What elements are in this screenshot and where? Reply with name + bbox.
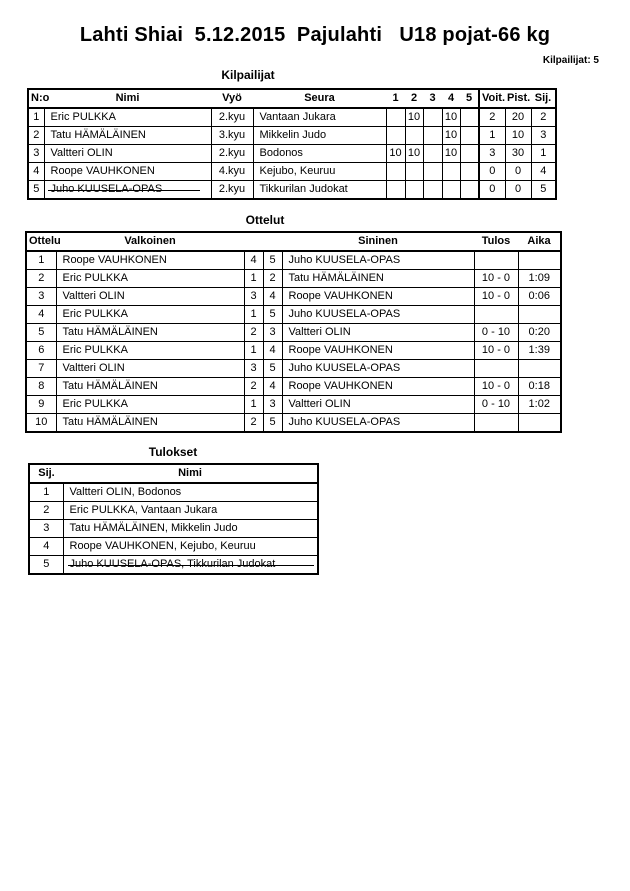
- white-number-cell: 2: [244, 414, 263, 433]
- white-number-cell: 1: [244, 342, 263, 360]
- round-cell: [460, 181, 479, 200]
- voit-cell: 3: [479, 145, 505, 163]
- white-number-cell: 1: [244, 270, 263, 288]
- ottelut-table: [25, 231, 562, 433]
- seura-cell: Tikkurilan Judokat: [253, 181, 386, 200]
- match-number-cell: 6: [26, 342, 56, 360]
- nimi-header: Nimi: [178, 467, 202, 479]
- voit-cell: 2: [479, 108, 505, 127]
- match-number-cell: 10: [26, 414, 56, 433]
- valkoinen-cell: Eric PULKKA: [56, 306, 244, 324]
- vyo-cell: 2.kyu: [211, 108, 253, 127]
- match-number-cell: 4: [26, 306, 56, 324]
- table-row: [26, 306, 561, 324]
- tulokset-table: [28, 463, 319, 575]
- round-cell: [423, 163, 442, 181]
- valkoinen-cell: Eric PULKKA: [56, 270, 244, 288]
- nimi-cell: Tatu HÄMÄLÄINEN, Mikkelin Judo: [63, 520, 318, 538]
- round-cell: [460, 145, 479, 163]
- no-cell: 2: [28, 127, 44, 145]
- pist-cell: 0: [505, 181, 531, 200]
- kilpailijat-header-row: [28, 89, 556, 108]
- tulos-cell: [474, 306, 518, 324]
- round-cell: [423, 108, 442, 127]
- round-header-2: 2: [410, 92, 418, 104]
- ottelu-header: Ottelu: [29, 235, 61, 247]
- nimi-cell: Eric PULKKA, Vantaan Jukara: [63, 502, 318, 520]
- table-row: [26, 324, 561, 342]
- vyo-cell: 3.kyu: [211, 127, 253, 145]
- white-number-cell: 3: [244, 360, 263, 378]
- nimi-cell: Juho KUUSELA-OPAS, Tikkurilan Judokat: [63, 556, 318, 575]
- seura-cell: Mikkelin Judo: [253, 127, 386, 145]
- nimi-cell: Eric PULKKA: [44, 108, 211, 127]
- valkoinen-header: Valkoinen: [124, 235, 176, 247]
- aika-header: Aika: [527, 235, 551, 247]
- table-row: [28, 163, 556, 181]
- pist-cell: 0: [505, 163, 531, 181]
- table-row: [26, 342, 561, 360]
- blue-number-cell: 4: [263, 342, 282, 360]
- round-header-4: 4: [447, 92, 455, 104]
- nimi-cell: Valtteri OLIN, Bodonos: [63, 483, 318, 502]
- aika-cell: [518, 251, 561, 270]
- seura-cell: Bodonos: [253, 145, 386, 163]
- aika-cell: [518, 360, 561, 378]
- tulos-cell: 0 - 10: [474, 396, 518, 414]
- round-cell: [460, 163, 479, 181]
- voit-cell: 1: [479, 127, 505, 145]
- nimi-cell: Roope VAUHKONEN: [44, 163, 211, 181]
- table-row: [28, 181, 556, 200]
- tulos-cell: 10 - 0: [474, 342, 518, 360]
- match-number-cell: 5: [26, 324, 56, 342]
- no-cell: 5: [28, 181, 44, 200]
- round-cell: [386, 127, 405, 145]
- sininen-cell: Juho KUUSELA-OPAS: [282, 306, 474, 324]
- sij-cell: 5: [531, 181, 556, 200]
- sininen-cell: Valtteri OLIN: [282, 396, 474, 414]
- table-row: [26, 360, 561, 378]
- pist-header: Pist.: [507, 92, 531, 104]
- blue-number-cell: 3: [263, 324, 282, 342]
- table-row: [26, 414, 561, 433]
- round-cell: [405, 127, 423, 145]
- sij-cell: 4: [29, 538, 63, 556]
- tulos-cell: 10 - 0: [474, 270, 518, 288]
- vyo-header: Vyö: [222, 92, 242, 104]
- nimi-header: Nimi: [115, 92, 140, 104]
- white-number-cell: 4: [244, 251, 263, 270]
- sij-cell: 1: [29, 483, 63, 502]
- sij-header: Sij.: [534, 92, 552, 104]
- valkoinen-cell: Tatu HÄMÄLÄINEN: [56, 414, 244, 433]
- table-row: [29, 556, 318, 575]
- round-cell: [442, 163, 460, 181]
- valkoinen-cell: Valtteri OLIN: [56, 360, 244, 378]
- white-number-cell: 2: [244, 378, 263, 396]
- tulos-cell: 10 - 0: [474, 378, 518, 396]
- table-row: [28, 145, 556, 163]
- match-number-cell: 3: [26, 288, 56, 306]
- nimi-cell: Roope VAUHKONEN, Kejubo, Keuruu: [63, 538, 318, 556]
- round-cell: [386, 181, 405, 200]
- tulokset-header-row: [29, 464, 318, 483]
- tulos-cell: [474, 414, 518, 433]
- sininen-cell: Roope VAUHKONEN: [282, 378, 474, 396]
- table-row: [29, 483, 318, 502]
- voit-cell: 0: [479, 181, 505, 200]
- tulos-cell: [474, 251, 518, 270]
- blue-number-cell: 2: [263, 270, 282, 288]
- sij-cell: 3: [531, 127, 556, 145]
- blue-number-cell: 5: [263, 251, 282, 270]
- sij-header: Sij.: [38, 467, 55, 479]
- vyo-cell: 2.kyu: [211, 145, 253, 163]
- round-cell: 10: [405, 145, 423, 163]
- match-number-cell: 9: [26, 396, 56, 414]
- table-row: [26, 288, 561, 306]
- seura-cell: Kejubo, Keuruu: [253, 163, 386, 181]
- pist-cell: 30: [505, 145, 531, 163]
- aika-cell: 0:06: [518, 288, 561, 306]
- valkoinen-cell: Tatu HÄMÄLÄINEN: [56, 378, 244, 396]
- round-cell: 10: [405, 108, 423, 127]
- round-cell: 10: [442, 108, 460, 127]
- round-cell: [423, 145, 442, 163]
- table-row: [29, 520, 318, 538]
- aika-cell: 0:18: [518, 378, 561, 396]
- white-number-cell: 2: [244, 324, 263, 342]
- match-number-cell: 1: [26, 251, 56, 270]
- vyo-cell: 4.kyu: [211, 163, 253, 181]
- tulos-cell: [474, 360, 518, 378]
- kilpailijat-heading: Kilpailijat: [221, 68, 275, 82]
- no-header: N:o: [31, 92, 50, 104]
- pist-cell: 10: [505, 127, 531, 145]
- match-number-cell: 7: [26, 360, 56, 378]
- valkoinen-cell: Eric PULKKA: [56, 342, 244, 360]
- sij-cell: 2: [531, 108, 556, 127]
- pist-cell: 20: [505, 108, 531, 127]
- table-row: [26, 378, 561, 396]
- blue-number-cell: 5: [263, 414, 282, 433]
- sininen-cell: Juho KUUSELA-OPAS: [282, 414, 474, 433]
- round-cell: [423, 181, 442, 200]
- round-cell: 10: [386, 145, 405, 163]
- aika-cell: 1:09: [518, 270, 561, 288]
- page-title: Lahti Shiai 5.12.2015 Pajulahti U18 pojat-66 kg: [79, 24, 551, 46]
- table-row: [29, 502, 318, 520]
- tulos-cell: 10 - 0: [474, 288, 518, 306]
- aika-cell: 1:02: [518, 396, 561, 414]
- sij-cell: 3: [29, 520, 63, 538]
- table-row: [26, 396, 561, 414]
- round-cell: 10: [442, 127, 460, 145]
- sininen-cell: Juho KUUSELA-OPAS: [282, 251, 474, 270]
- white-number-cell: 3: [244, 288, 263, 306]
- sininen-cell: Roope VAUHKONEN: [282, 342, 474, 360]
- aika-cell: 1:39: [518, 342, 561, 360]
- aika-cell: 0:20: [518, 324, 561, 342]
- no-cell: 4: [28, 163, 44, 181]
- voit-header: Voit.: [479, 89, 505, 108]
- voit-cell: 0: [479, 163, 505, 181]
- white-number-header: [244, 232, 263, 251]
- seura-header: Seura: [304, 92, 335, 104]
- sij-cell: 5: [29, 556, 63, 575]
- match-number-cell: 8: [26, 378, 56, 396]
- tulos-cell: 0 - 10: [474, 324, 518, 342]
- round-header-1: 1: [392, 92, 399, 104]
- no-cell: 3: [28, 145, 44, 163]
- sininen-cell: Juho KUUSELA-OPAS: [282, 360, 474, 378]
- table-row: [29, 538, 318, 556]
- round-cell: [386, 163, 405, 181]
- round-cell: [405, 163, 423, 181]
- round-cell: [405, 181, 423, 200]
- white-number-cell: 1: [244, 306, 263, 324]
- blue-number-cell: 4: [263, 288, 282, 306]
- round-cell: [442, 181, 460, 200]
- valkoinen-cell: Valtteri OLIN: [56, 288, 244, 306]
- sininen-cell: Roope VAUHKONEN: [282, 288, 474, 306]
- match-number-cell: 2: [26, 270, 56, 288]
- vyo-cell: 2.kyu: [211, 181, 253, 200]
- sij-cell: 4: [531, 163, 556, 181]
- nimi-cell: Juho KUUSELA-OPAS: [44, 181, 211, 200]
- table-row: [28, 127, 556, 145]
- round-cell: [386, 108, 405, 127]
- tulokset-heading: Tulokset: [148, 445, 198, 459]
- sij-cell: 1: [531, 145, 556, 163]
- white-number-cell: 1: [244, 396, 263, 414]
- aika-cell: [518, 306, 561, 324]
- round-cell: [460, 108, 479, 127]
- ottelut-header-row: [26, 232, 561, 251]
- no-cell: 1: [28, 108, 44, 127]
- sij-cell: 2: [29, 502, 63, 520]
- tulos-header: Tulos: [481, 235, 511, 247]
- round-header-5: 5: [465, 92, 473, 104]
- ottelut-heading: Ottelut: [245, 213, 285, 227]
- table-row: [26, 251, 561, 270]
- sininen-cell: Valtteri OLIN: [282, 324, 474, 342]
- blue-number-cell: 5: [263, 306, 282, 324]
- nimi-cell: Tatu HÄMÄLÄINEN: [44, 127, 211, 145]
- blue-number-header: [263, 232, 282, 251]
- table-row: [28, 108, 556, 127]
- table-row: [26, 270, 561, 288]
- kilpailijat-table: [27, 88, 557, 200]
- round-header-3: 3: [429, 92, 436, 104]
- blue-number-cell: 3: [263, 396, 282, 414]
- seura-cell: Vantaan Jukara: [253, 108, 386, 127]
- valkoinen-cell: Roope VAUHKONEN: [56, 251, 244, 270]
- sininen-cell: Tatu HÄMÄLÄINEN: [282, 270, 474, 288]
- sininen-header: Sininen: [358, 235, 398, 247]
- valkoinen-cell: Tatu HÄMÄLÄINEN: [56, 324, 244, 342]
- round-cell: 10: [442, 145, 460, 163]
- competitor-count-label: Kilpailijat: 5: [542, 55, 599, 66]
- round-cell: [460, 127, 479, 145]
- blue-number-cell: 5: [263, 360, 282, 378]
- valkoinen-cell: Eric PULKKA: [56, 396, 244, 414]
- aika-cell: [518, 414, 561, 433]
- blue-number-cell: 4: [263, 378, 282, 396]
- round-cell: [423, 127, 442, 145]
- nimi-cell: Valtteri OLIN: [44, 145, 211, 163]
